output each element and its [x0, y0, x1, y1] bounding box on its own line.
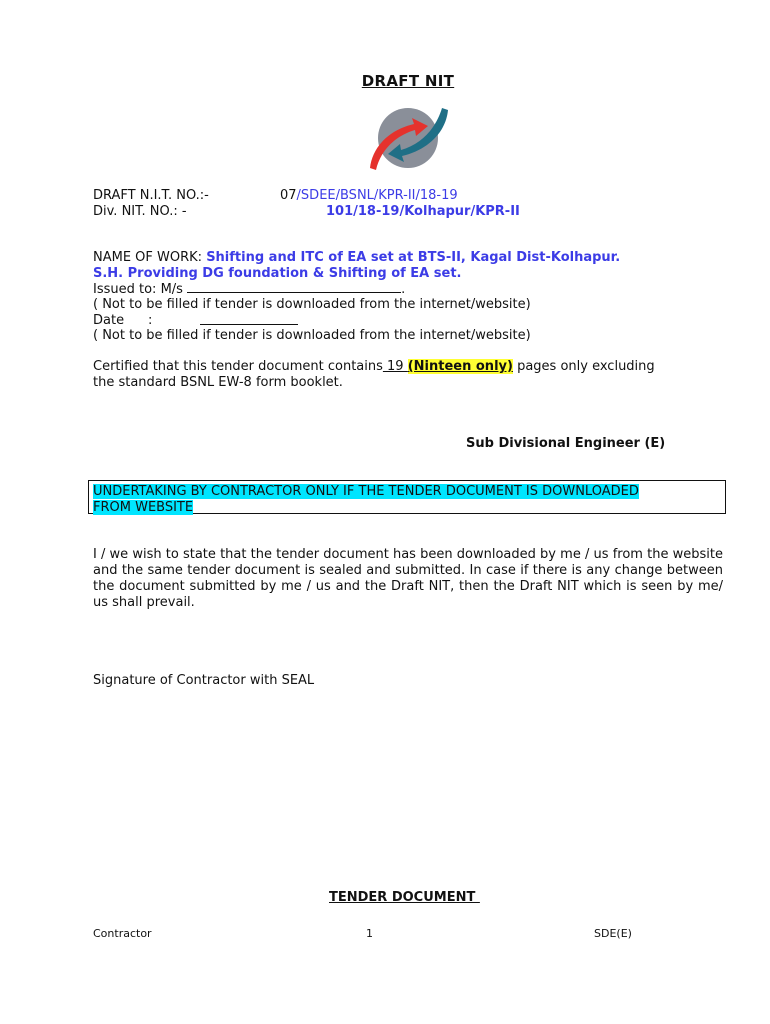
certified-pre: Certified that this tender document contains [93, 359, 383, 374]
nit-no-label: DRAFT N.I.T. NO.:- [93, 188, 209, 203]
issued-to-blank [187, 281, 401, 293]
undertaking-line-1: UNDERTAKING BY CONTRACTOR ONLY IF THE TENDER DOCUMENT IS DOWNLOADED [93, 484, 639, 499]
div-no-value: 101/18-19/Kolhapur/KPR-II [326, 204, 520, 219]
date-colon: : [148, 313, 153, 328]
nit-no-prefix: 07 [280, 188, 297, 203]
note-1: ( Not to be filled if tender is downloaded from the internet/website) [93, 297, 531, 312]
footer-page-number: 1 [366, 927, 373, 940]
footer-contractor: Contractor [93, 927, 152, 940]
nit-no-value: /SDEE/BSNL/KPR-II/18-19 [296, 188, 458, 203]
work-title: Shifting and ITC of EA set at BTS-II, Kagal Dist-Kolhapur. [206, 250, 621, 265]
work-label: NAME OF WORK: [93, 250, 207, 265]
signatory: Sub Divisional Engineer (E) [466, 436, 666, 451]
contractor-signature: Signature of Contractor with SEAL [93, 673, 315, 688]
issued-to [93, 281, 405, 297]
page-count-words: (Ninteen only) [407, 359, 513, 374]
nit-no [280, 188, 458, 203]
div-no-label: Div. NIT. NO.: - [93, 204, 187, 219]
page-count: 19 [382, 359, 408, 374]
work-subheading: S.H. Providing DG foundation & Shifting of EA set. [93, 266, 462, 281]
certified-line-2: the standard BSNL EW-8 form booklet. [93, 375, 343, 390]
section-title: TENDER DOCUMENT [329, 890, 480, 905]
page-title: DRAFT NIT [361, 72, 455, 90]
date-blank [200, 313, 298, 329]
undertaking-text [93, 484, 721, 516]
undertaking-box [88, 480, 726, 514]
issued-to-label: Issued to: M/s [93, 282, 183, 297]
issued-to-end: . [401, 282, 406, 297]
date-label: Date [93, 313, 125, 328]
statement-paragraph: I / we wish to state that the tender document has been downloaded by me / us from the website and the same tender document is sealed and submitted. In case if there is any change between the document submitted by me / us and the Draft NIT, then the Draft NIT which is seen by me/ us shall prevail. [93, 547, 723, 610]
note-2: ( Not to be filled if tender is downloaded from the internet/website) [93, 328, 531, 343]
footer-sde: SDE(E) [594, 927, 632, 940]
undertaking-line-2: FROM WEBSITE [93, 500, 194, 515]
certified-line-1 [93, 359, 655, 374]
bsnl-logo-icon [362, 104, 454, 176]
work-line-1 [93, 250, 620, 265]
certified-post: pages only excluding [512, 359, 655, 374]
